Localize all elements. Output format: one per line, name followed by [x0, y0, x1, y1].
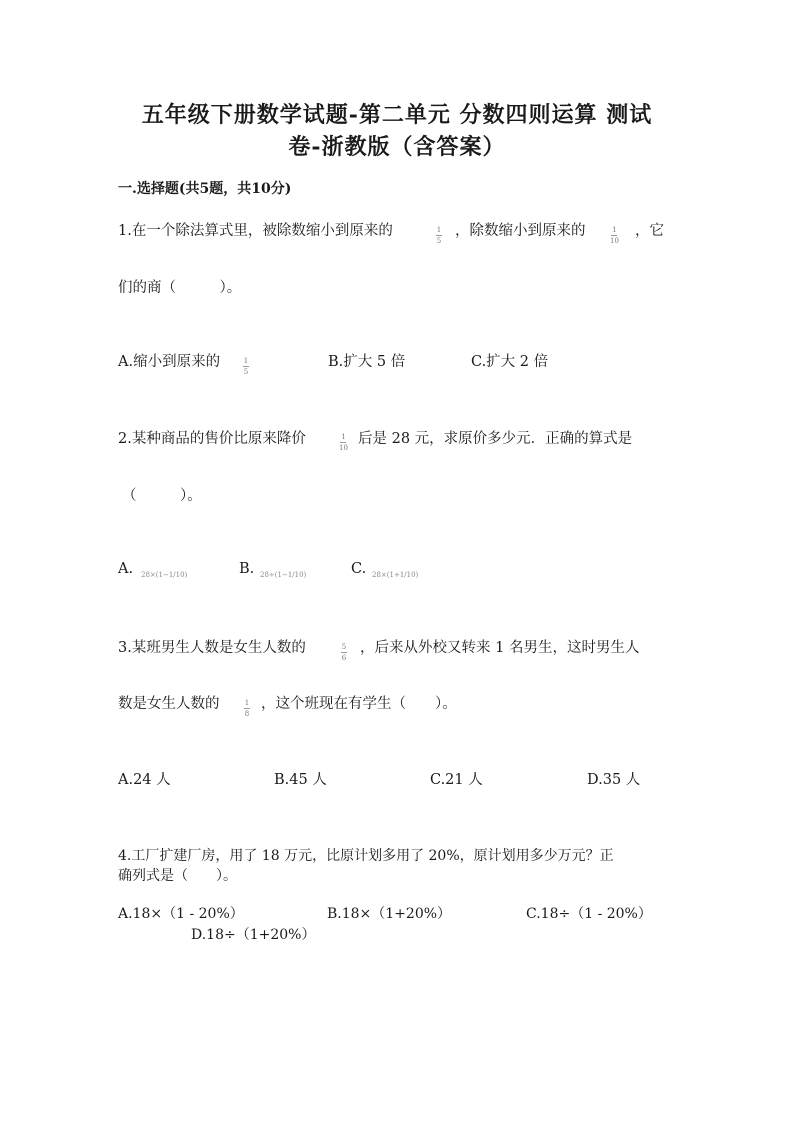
- question-2-fraction: [339, 433, 348, 452]
- question-2-option-a-formula: 28×(1−1/10): [141, 571, 188, 579]
- question-2-option-c-label[interactable]: C.: [351, 561, 367, 577]
- question-1-option-c[interactable]: C.扩大 2 倍: [471, 354, 549, 370]
- question-3-option-a[interactable]: A.24 人: [118, 772, 171, 788]
- question-4-line2: 确列式是（ ）。: [118, 868, 237, 884]
- question-2-option-a-label[interactable]: A.: [118, 561, 134, 577]
- question-3-fraction-a: [341, 643, 347, 662]
- question-2-line2: （ ）。: [122, 488, 202, 504]
- fraction-numerator: 1: [341, 433, 346, 441]
- question-4-line1: 4.工厂扩建厂房，用了 18 万元，比原计划多用了 20%，原计划用多少万元？正: [118, 848, 614, 864]
- question-4-option-c[interactable]: C.18÷（1 - 20%）: [526, 906, 652, 922]
- question-1-option-b[interactable]: B.扩大 5 倍: [328, 354, 406, 370]
- fraction-denominator: 10: [339, 444, 348, 452]
- question-1-line2: 们的商（ ）。: [118, 280, 242, 296]
- question-1-text-b: ，除数缩小到原来的: [455, 223, 586, 239]
- question-2-option-b-label[interactable]: B.: [239, 561, 255, 577]
- fraction-denominator: 5: [243, 368, 249, 376]
- question-2-option-c-formula: 28×(1+1/10): [372, 571, 419, 579]
- fraction-denominator: 6: [341, 654, 347, 662]
- page-title-line1: 五年级下册数学试题-第二单元 分数四则运算 测试: [141, 102, 653, 128]
- question-3-line2-a: 数是女生人数的: [118, 696, 220, 712]
- question-3-text-b: ，后来从外校又转来 1 名男生，这时男生人: [360, 640, 640, 656]
- page-title-line2: 卷-浙教版（含答案）: [288, 134, 506, 160]
- question-1-text-c: ，它: [635, 223, 664, 239]
- question-4-option-d[interactable]: D.18÷（1+20%）: [191, 927, 316, 943]
- question-2-text-b: 后是 28 元，求原价多少元．正确的算式是: [358, 431, 633, 447]
- question-4-option-a[interactable]: A.18×（1 - 20%）: [118, 906, 244, 922]
- question-2-text-a: 2.某种商品的售价比原来降价: [118, 431, 306, 447]
- question-1-option-a-fraction: [243, 357, 249, 376]
- question-2-option-b-formula: 28÷(1−1/10): [260, 571, 307, 579]
- fraction-numerator: 1: [243, 357, 249, 365]
- question-3-option-d[interactable]: D.35 人: [587, 772, 641, 788]
- question-1-fraction-a: [436, 226, 442, 245]
- question-1-option-a[interactable]: A.缩小到原来的: [118, 354, 221, 370]
- fraction-denominator: 10: [610, 237, 619, 245]
- question-1-text-a: 1.在一个除法算式里，被除数缩小到原来的: [118, 223, 393, 239]
- question-3-option-b[interactable]: B.45 人: [274, 772, 327, 788]
- question-4-option-b[interactable]: B.18×（1+20%）: [327, 906, 452, 922]
- fraction-numerator: 1: [244, 699, 250, 707]
- fraction-numerator: 5: [341, 643, 347, 651]
- question-3-text-a: 3.某班男生人数是女生人数的: [118, 640, 306, 656]
- question-3-fraction-b: [244, 699, 250, 718]
- question-3-line2-b: ，这个班现在有学生（ ）。: [261, 696, 457, 712]
- section-heading: 一.选择题(共5题，共10分): [118, 181, 292, 197]
- fraction-numerator: 1: [612, 226, 617, 234]
- fraction-numerator: 1: [436, 226, 442, 234]
- fraction-denominator: 8: [244, 710, 250, 718]
- fraction-denominator: 5: [436, 237, 442, 245]
- question-3-option-c[interactable]: C.21 人: [430, 772, 483, 788]
- question-1-fraction-b: [610, 226, 619, 245]
